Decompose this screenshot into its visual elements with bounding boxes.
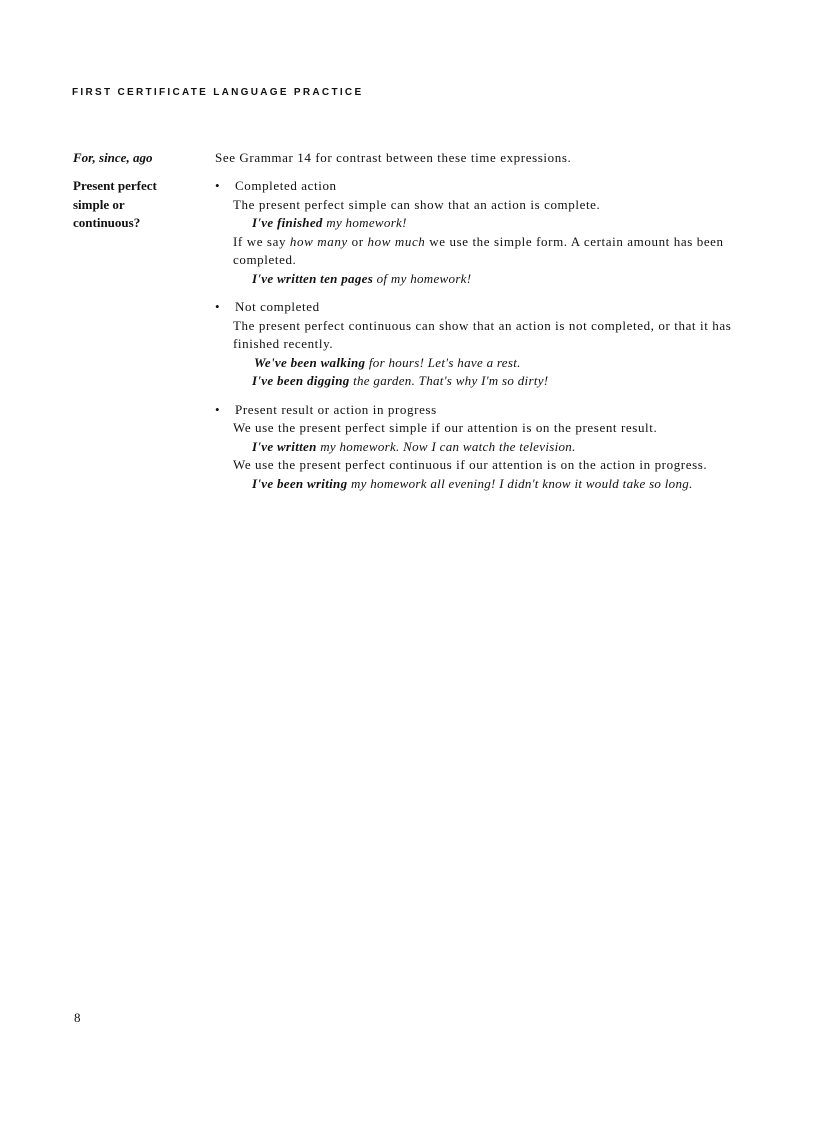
explanation: The present perfect simple can show that an action is complete. (233, 196, 601, 212)
example (215, 475, 735, 494)
example-rest: the garden. That's why I'm so dirty! (349, 373, 549, 388)
explanation: The present perfect continuous can show that an action is not completed, or that it has finished recently. (233, 317, 732, 351)
bullet-glyph: • (215, 178, 221, 193)
text-run-italic: how much (367, 233, 426, 249)
example-rest: of my homework! (373, 270, 472, 286)
example-rest: my homework! (322, 215, 407, 230)
bullet-block-completed (215, 177, 735, 288)
bullet-title (215, 177, 735, 196)
bullet-block-present-result (215, 401, 735, 494)
example (215, 214, 735, 233)
bullet-block-not-completed (215, 298, 735, 391)
label-line: Present perfect (73, 178, 157, 193)
example (215, 270, 735, 289)
bullet-glyph: • (215, 401, 221, 417)
example-verb: We've been walking (254, 354, 366, 370)
example (215, 354, 735, 373)
bullet-title (215, 401, 735, 420)
explanation: We use the present perfect continuous if our attention is on the action in progress. (233, 457, 708, 472)
example-rest: my homework all evening! I didn't know it would take so long. (347, 475, 693, 491)
label-line: continuous? (73, 215, 141, 230)
text-run: If we say (233, 233, 290, 249)
example-rest: for hours! Let's have a rest. (365, 354, 521, 370)
bullet-glyph: • (215, 299, 221, 314)
explanation: We use the present perfect simple if our attention is on the present result. (233, 420, 658, 435)
example (215, 438, 735, 457)
example-verb: I've finished (252, 215, 323, 230)
running-header: FIRST CERTIFICATE LANGUAGE PRACTICE (72, 87, 364, 98)
section-label-present-perfect (73, 177, 157, 233)
label-line: simple or (73, 196, 125, 212)
explanation (215, 233, 735, 270)
example-verb: I've been digging (252, 373, 350, 388)
section-label-for-since-ago: For, since, ago (73, 150, 153, 165)
text-run-italic: how many (289, 233, 348, 249)
bullet-title-text: Not completed (235, 299, 320, 314)
bullet-title-text: Present result or action in progress (235, 401, 437, 417)
section-text-for-since-ago: See Grammar 14 for contrast between these time expressions. (215, 150, 572, 165)
text-run: we use the simple form. A certain amount has been completed. (233, 233, 724, 267)
page-number: 8 (74, 1010, 81, 1025)
section-body-present-perfect (215, 177, 735, 493)
example-rest: my homework. Now I can watch the television. (316, 438, 576, 454)
bullet-title (215, 298, 735, 317)
example (215, 372, 735, 391)
text-run: or (347, 233, 368, 249)
example-verb: I've written ten pages (252, 270, 374, 286)
example-verb: I've been writing (252, 475, 348, 491)
bullet-title-text: Completed action (235, 178, 337, 193)
example-verb: I've written (252, 438, 317, 454)
